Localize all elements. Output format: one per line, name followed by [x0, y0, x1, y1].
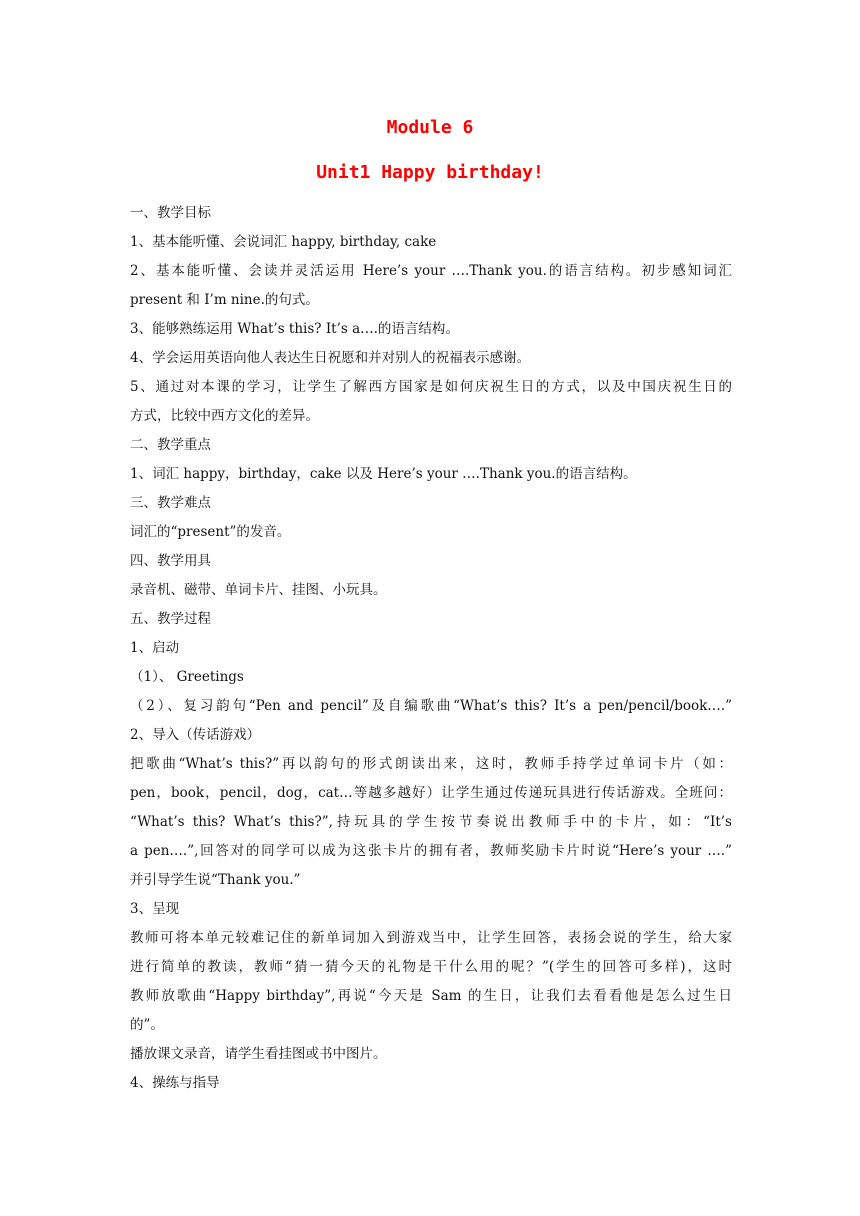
section-heading-key-points: 二、教学重点: [130, 437, 211, 453]
paragraph-line: 1、基本能听懂、会说词汇 happy, birthday, cake: [130, 234, 437, 250]
paragraph-line: “What’s this? What’s this?”,持玩具的学生按节奏说出教师手中的卡片，如：“It’s: [130, 814, 732, 830]
paragraph-line: 进行简单的教读，教师“猜一猜今天的礼物是干什么用的呢？”(学生的回答可多样)，这时: [130, 959, 732, 975]
paragraph-line: 5、通过对本课的学习，让学生了解西方国家是如何庆祝生日的方式，以及中国庆祝生日的: [130, 379, 732, 395]
paragraph-line: 2、导入（传话游戏）: [130, 727, 261, 743]
paragraph-line: 4、操练与指导: [130, 1075, 220, 1091]
paragraph-line: 播放课文录音，请学生看挂图或书中图片。: [130, 1046, 387, 1062]
paragraph-line: 4、学会运用英语向他人表达生日祝愿和并对别人的祝福表示感谢。: [130, 350, 531, 366]
paragraph-line: 1、启动: [130, 640, 180, 656]
paragraph-line: pen，book，pencil，dog，cat…等越多越好）让学生通过传递玩具进行传话游戏。全班问：: [130, 785, 732, 801]
paragraph-line: 的”。: [130, 1017, 164, 1033]
section-heading-procedure: 五、教学过程: [130, 611, 211, 627]
paragraph-line: 教师可将本单元较难记住的新单词加入到游戏当中，让学生回答，表扬会说的学生，给大家: [130, 930, 732, 946]
paragraph-line: 词汇的“present”的发音。: [130, 524, 291, 540]
section-heading-difficulties: 三、教学难点: [130, 495, 211, 511]
paragraph-line: 1、词汇 happy，birthday，cake 以及 Here’s your ….Thank you.的语言结构。: [130, 466, 637, 482]
paragraph-line: 方式，比较中西方文化的差异。: [130, 408, 319, 424]
paragraph-line: 3、呈现: [130, 901, 180, 917]
section-heading-teaching-aids: 四、教学用具: [130, 553, 211, 569]
module-title: Module 6: [386, 117, 474, 138]
paragraph-line: （1）、 Greetings: [130, 669, 244, 685]
paragraph-line: 并引导学生说“Thank you.”: [130, 872, 301, 888]
paragraph-line: 录音机、磁带、单词卡片、挂图、小玩具。: [130, 582, 387, 598]
document-body: [130, 201, 732, 1100]
section-heading-objectives: 一、教学目标: [130, 205, 211, 221]
paragraph-line: 2、基本能听懂、会读并灵活运用 Here’s your ….Thank you.的语言结构。初步感知词汇: [130, 263, 732, 279]
paragraph-line: 教师放歌曲“Happy birthday”,再说“今天是 Sam 的生日，让我们去看看他是怎么过生日: [130, 988, 732, 1004]
paragraph-line: present 和 I’m nine.的句式。: [130, 292, 319, 308]
paragraph-line: a pen….”,回答对的同学可以成为这张卡片的拥有者，教师奖励卡片时说“Here’s your ….”: [130, 843, 732, 859]
unit-title: Unit1 Happy birthday!: [316, 162, 544, 183]
paragraph-line: 把歌曲“What’s this?”再以韵句的形式朗读出来，这时，教师手持学过单词卡片（如：: [130, 756, 732, 772]
paragraph-line: 3、能够熟练运用 What’s this? It’s a….的语言结构。: [130, 321, 459, 337]
paragraph-line: （2）、复习韵句“Pen and pencil”及自编歌曲“What’s this? It’s a pen/pencil/book….”: [130, 698, 732, 714]
